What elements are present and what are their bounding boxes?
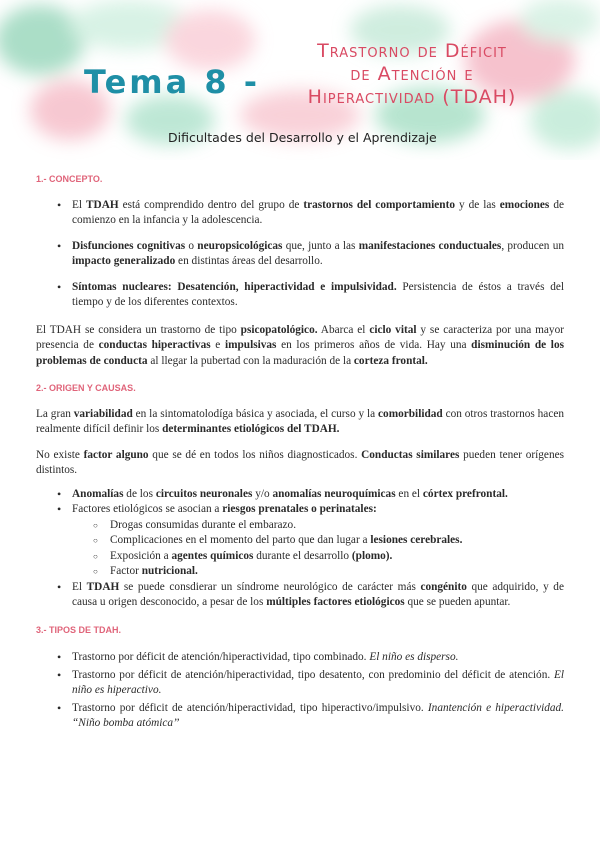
- list-item: • Trastorno por déficit de atención/hiperactividad, tipo combinado. El niño es disperso.: [36, 650, 564, 666]
- list-item: • El TDAH se puede consdierar un síndrome neurológico de carácter más congénito que adquirido, y de causa u origen desconocido, a pesar de los múltiples factores etiológicos que se pueden apuntar.: [36, 580, 564, 611]
- paragraph: No existe factor alguno que se dé en todos los niños diagnosticados. Conductas similares pueden tener orígenes distintos.: [36, 448, 564, 476]
- list-item: • Síntomas nucleares: Desatención, hiperactividad e impulsividad. Persistencia de éstos a través del tiempo y de los diferentes contextos.: [36, 280, 564, 311]
- list-item: • Factores etiológicos se asocian a riesgos prenatales o perinatales:: [36, 502, 564, 518]
- subtitle: Dificultades del Desarrollo y el Aprendizaje: [168, 130, 437, 145]
- tipos-list: [36, 650, 564, 732]
- concepto-list: [36, 198, 564, 311]
- paragraph: La gran variabilidad en la sintomatolodíga básica y asociada, el curso y la comorbilidad con otros trastornos hacen realmente difícil definir los determinantes etiológicos del TDAH.: [36, 407, 564, 435]
- section-heading-tipos: 3.- TIPOS DE TDAH.: [36, 624, 122, 635]
- list-item: • Trastorno por déficit de atención/hiperactividad, tipo hiperactivo/impulsivo. Inantención e hiperactividad. “Niño bomba atómica’’: [36, 701, 564, 732]
- sub-list-item: ○ Complicaciones en el momento del parto que dan lugar a lesiones cerebrales.: [36, 533, 564, 549]
- title-line-3: Hiperactividad (TDAH): [307, 86, 517, 108]
- document-title: [262, 40, 562, 109]
- title-line-1: Trastorno de Déficit: [317, 40, 507, 62]
- title-line-2: de Atención e: [350, 63, 474, 85]
- sub-list-item: ○ Exposición a agentes químicos durante el desarrollo (plomo).: [36, 549, 564, 565]
- list-item: • Anomalías de los circuitos neuronales y/o anomalías neuroquímicas en el córtex prefrontal.: [36, 487, 564, 503]
- document-body: [36, 172, 564, 732]
- sub-list-item: ○ Factor nutricional.: [36, 564, 564, 580]
- section-heading-concepto: 1.- CONCEPTO.: [36, 174, 103, 184]
- header-banner: [0, 0, 600, 160]
- list-item: • El TDAH está comprendido dentro del grupo de trastornos del comportamiento y de las emociones de comienzo en la infancia y la adolescencia.: [36, 198, 564, 229]
- sub-list-item: ○ Drogas consumidas durante el embarazo.: [36, 518, 564, 534]
- tema-label: Tema 8 -: [84, 63, 261, 101]
- paragraph: El TDAH se considera un trastorno de tipo psicopatológico. Abarca el ciclo vital y se caracteriza por una mayor presencia de conductas hiperactivas e impulsivas en los primeros años de vida. Hay una disminución de los problemas de conducta al llegar la pubertad con la maduración de la corteza frontal.: [36, 323, 564, 367]
- origen-list: [36, 487, 564, 611]
- section-heading-origen: 2.- ORIGEN Y CAUSAS.: [36, 383, 136, 393]
- list-item: • Disfunciones cognitivas o neuropsicológicas que, junto a las manifestaciones conductuales, producen un impacto generalizado en distintas áreas del desarrollo.: [36, 239, 564, 270]
- list-item: • Trastorno por déficit de atención/hiperactividad, tipo desatento, con predominio del déficit de atención. El niño es hiperactivo.: [36, 668, 564, 699]
